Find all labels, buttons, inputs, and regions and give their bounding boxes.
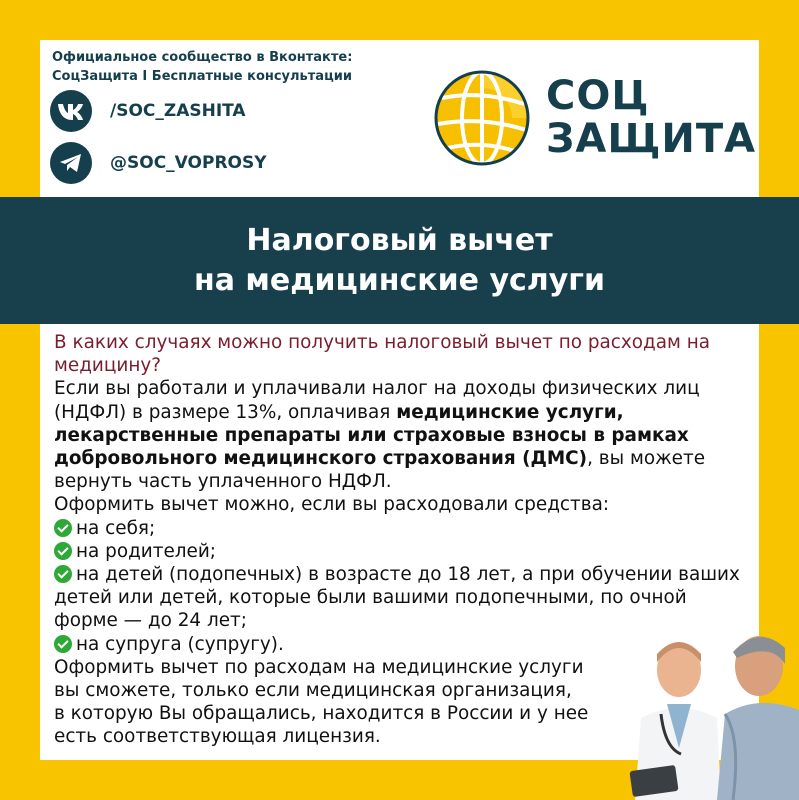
community-info <box>52 48 352 86</box>
list-item-text: на родителей; <box>76 540 216 562</box>
telegram-handle: @SOC_VOPROSY <box>110 153 267 173</box>
list-item-text: на супруга (супругу). <box>76 633 284 655</box>
list-item <box>54 517 744 540</box>
telegram-link[interactable] <box>50 142 267 184</box>
vk-handle: /SOC_ZASHITA <box>110 101 246 121</box>
paragraph-2: Оформить вычет можно, если вы расходовали средства: <box>54 494 610 516</box>
telegram-icon <box>50 142 92 184</box>
list-item-text: на детей (подопечных) в возрасте до 18 лет, а при обучении ваших детей или детей, которые были вашими подопечными, по очной форме — до 24 лет; <box>54 564 740 632</box>
title-line-1: Налоговый вычет <box>246 223 553 258</box>
check-icon <box>54 542 72 560</box>
soczashita-logo <box>432 68 756 168</box>
check-icon <box>54 565 72 583</box>
list-item-text: на себя; <box>76 517 156 539</box>
paragraph-3-line: есть соответствующая лицензия. <box>54 726 381 748</box>
vk-icon <box>50 90 92 132</box>
check-icon <box>54 635 72 653</box>
title-banner <box>0 197 799 324</box>
paragraph-1-bold: медицинские услуги, лекарственные препараты или страховые взносы в рамках добровольного медицинского страхования (ДМС) <box>54 401 689 470</box>
paragraph-3-line: Оформить вычет по расходам на медицинские услуги <box>54 656 584 678</box>
doctor-patient-illustration <box>621 618 799 800</box>
paragraph-1 <box>54 377 744 493</box>
check-icon <box>54 519 72 537</box>
paragraph-3-line: в которую Вы обращались, находится в России и у нее <box>54 703 589 725</box>
logo-line-2: ЗАЩИТА <box>546 116 757 162</box>
paragraph-1-end: , вы можете вернуть часть уплаченного НДФЛ. <box>54 448 706 493</box>
logo-text <box>546 75 756 161</box>
list-item <box>54 540 744 563</box>
logo-line-1: СОЦ <box>546 73 650 119</box>
paragraph-3-line: вы сможете, только если медицинская организация, <box>54 680 572 702</box>
title-line-2: на медицинские услуги <box>193 263 606 298</box>
community-line-1: Официальное сообщество в Вконтакте: <box>52 50 353 65</box>
vk-link[interactable] <box>50 90 246 132</box>
question-heading: В каких случаях можно получить налоговый вычет по расходам на медицину? <box>54 332 711 377</box>
header <box>40 40 759 198</box>
community-line-2: СоцЗащита I Бесплатные консультации <box>52 69 352 84</box>
globe-logo-icon <box>432 68 532 168</box>
paragraph-1-text: Если вы работали и уплачивали налог на доходы физических лиц (НДФЛ) в размере 13%, оплачивая <box>54 378 700 423</box>
